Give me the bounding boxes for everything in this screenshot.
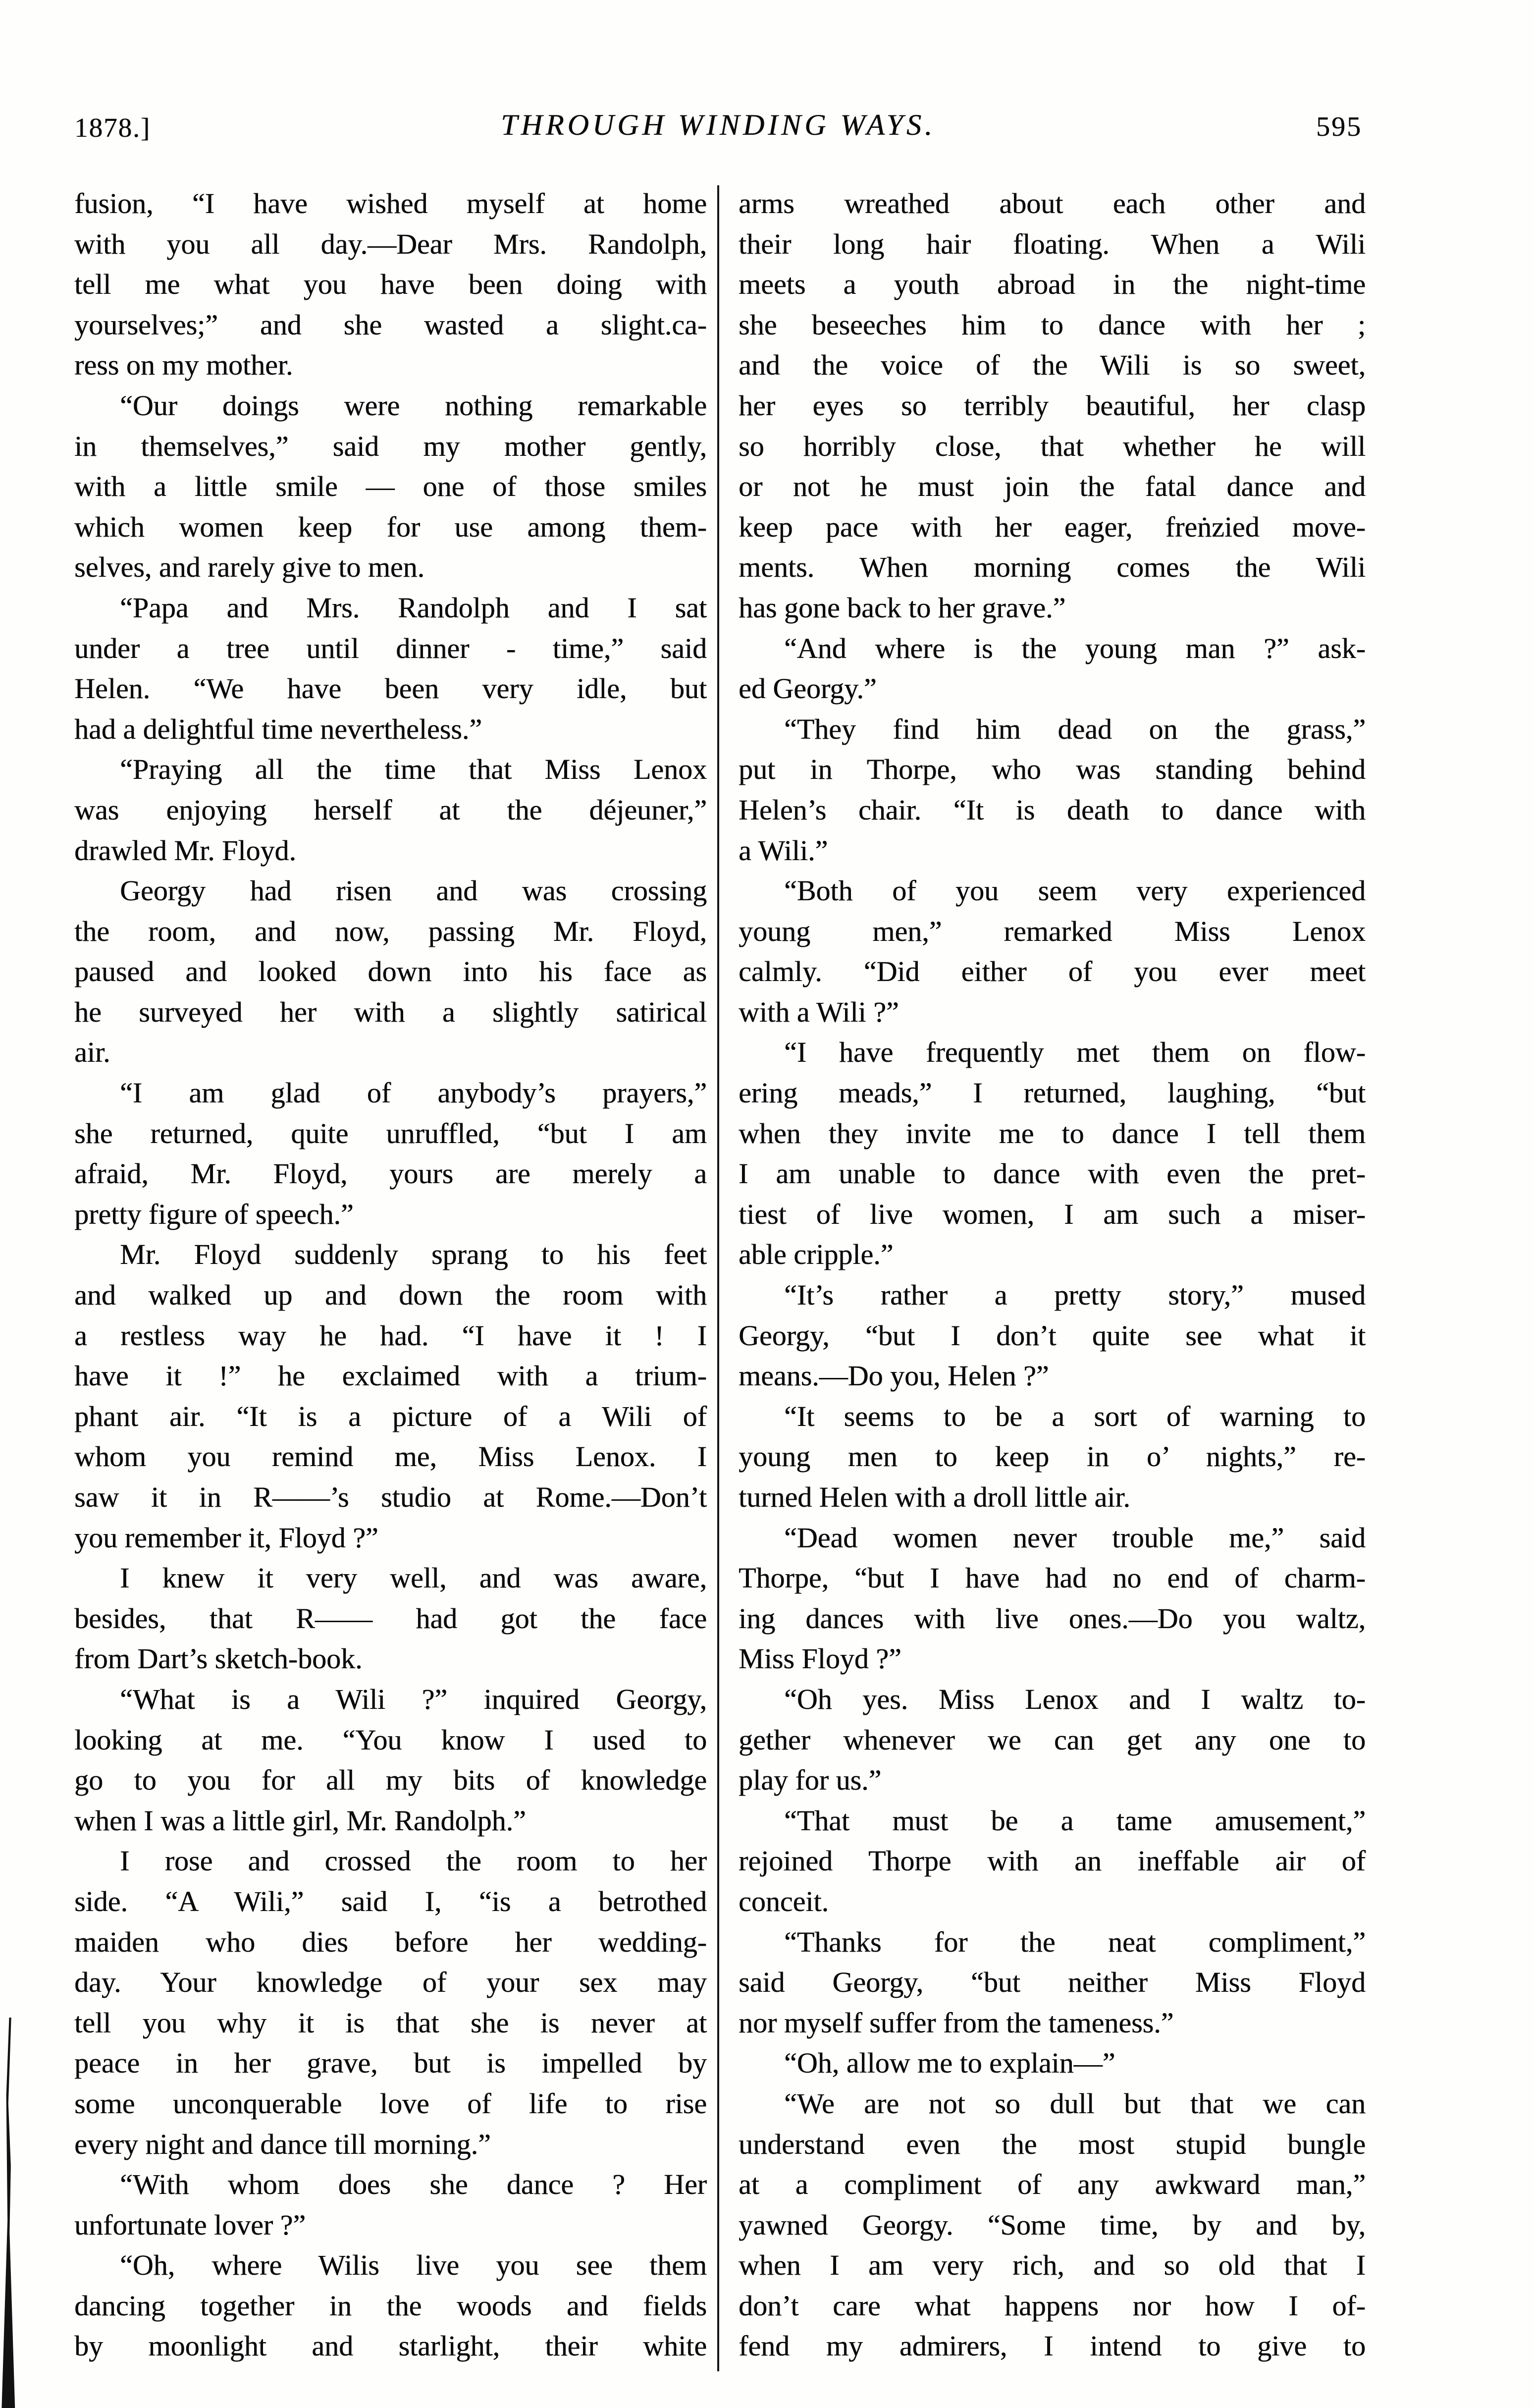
- text-line: she beseeches him to dance with her ;: [739, 308, 1366, 341]
- paragraph: [739, 709, 1366, 871]
- text-line: every night and dance till morning.”: [74, 2128, 491, 2160]
- paragraph: [74, 588, 707, 749]
- text-line: the room, and now, passing Mr. Floyd,: [74, 915, 707, 947]
- text-line: with a Wili ?”: [739, 995, 899, 1028]
- text-line: tell you why it is that she is never at: [74, 2006, 707, 2039]
- paragraph: [74, 385, 707, 588]
- paragraph: [739, 1922, 1366, 2043]
- paragraph: [739, 1518, 1366, 1679]
- text-line: at a compliment of any awkward man,”: [739, 2168, 1366, 2201]
- text-line: ering meads,” I returned, laughing, “but: [739, 1077, 1366, 1109]
- paragraph: [74, 2245, 707, 2366]
- text-line: I knew it very well, and was aware,: [120, 1562, 707, 1594]
- text-line: “Both of you seem very experienced: [784, 875, 1366, 907]
- text-line: “Oh, where Wilis live you see them: [120, 2249, 707, 2282]
- text-line: ments. When morning comes the Wili: [739, 551, 1366, 584]
- paragraph: [74, 1558, 707, 1679]
- text-line: with you all day.—Dear Mrs. Randolph,: [74, 227, 707, 260]
- text-line: she returned, quite unruffled, “but I am: [74, 1117, 707, 1149]
- text-line: have it !” he exclaimed with a trium-: [74, 1360, 707, 1392]
- paragraph: [74, 1234, 707, 1558]
- text-line: her eyes so terribly beautiful, her clasp: [739, 389, 1366, 422]
- text-line: peace in her grave, but is impelled by: [74, 2047, 707, 2080]
- paragraph: [739, 1032, 1366, 1275]
- text-line: yourselves;” and she wasted a slight.ca-: [74, 308, 707, 341]
- text-line: and the voice of the Wili is so sweet,: [739, 349, 1366, 382]
- text-line: a restless way he had. “I have it ! I: [74, 1319, 707, 1352]
- text-line: under a tree until dinner - time,” said: [74, 632, 707, 664]
- text-line: side. “A Wili,” said I, “is a betrothed: [74, 1885, 707, 1917]
- text-line: some unconquerable love of life to rise: [74, 2087, 707, 2120]
- text-line: their long hair floating. When a Wili: [739, 227, 1366, 260]
- text-line: meets a youth abroad in the night-time: [739, 268, 1366, 301]
- text-line: put in Thorpe, who was standing behind: [739, 753, 1366, 786]
- text-line: Helen’s chair. “It is death to dance with: [739, 793, 1366, 826]
- text-line: Thorpe, “but I have had no end of charm-: [739, 1562, 1366, 1594]
- text-line: yawned Georgy. “Some time, by and by,: [739, 2208, 1366, 2241]
- text-line: afraid, Mr. Floyd, yours are merely a: [74, 1157, 707, 1190]
- text-line: “We are not so dull but that we can: [784, 2087, 1366, 2120]
- text-line: you remember it, Floyd ?”: [74, 1521, 378, 1554]
- text-line: phant air. “It is a picture of a Wili of: [74, 1400, 707, 1432]
- text-line: tell me what you have been doing with: [74, 268, 707, 301]
- column-divider-rule: [717, 185, 719, 2371]
- text-line: “With whom does she dance ? Her: [120, 2168, 707, 2201]
- text-line: a Wili.”: [739, 834, 828, 867]
- text-line: had a delightful time nevertheless.”: [74, 712, 482, 745]
- text-line: “I am glad of anybody’s prayers,”: [120, 1077, 707, 1109]
- text-line: “And where is the young man ?” ask-: [784, 632, 1366, 664]
- text-line: which women keep for use among them-: [74, 510, 707, 543]
- text-line: “Dead women never trouble me,” said: [784, 1521, 1366, 1554]
- text-line: Georgy had risen and was crossing: [120, 875, 707, 907]
- text-line: I rose and crossed the room to her: [120, 1845, 707, 1877]
- text-line: means.—Do you, Helen ?”: [739, 1360, 1049, 1392]
- text-line: dancing together in the woods and fields: [74, 2289, 707, 2322]
- paragraph: [74, 2164, 707, 2245]
- text-line: in themselves,” said my mother gently,: [74, 430, 707, 462]
- text-line: whom you remind me, Miss Lenox. I: [74, 1440, 707, 1473]
- paragraph: [739, 1801, 1366, 1922]
- paragraph: [74, 1679, 707, 1841]
- text-line: keep pace with her eager, freṅzied move-: [739, 510, 1366, 543]
- text-line: paused and looked down into his face as: [74, 955, 707, 988]
- paragraph: [739, 871, 1366, 1032]
- text-line: ing dances with live ones.—Do you waltz,: [739, 1602, 1366, 1635]
- text-line: selves, and rarely give to men.: [74, 551, 425, 584]
- text-line: he surveyed her with a slightly satirical: [74, 995, 707, 1028]
- text-line: turned Helen with a droll little air.: [739, 1481, 1130, 1513]
- text-line: fend my admirers, I intend to give to: [739, 2330, 1366, 2362]
- text-line: maiden who dies before her wedding-: [74, 1925, 707, 1958]
- text-line: nor myself suffer from the tameness.”: [739, 2006, 1174, 2039]
- text-line: “I have frequently met them on flow-: [784, 1036, 1366, 1069]
- paragraph: [739, 1275, 1366, 1396]
- text-line: calmly. “Did either of you ever meet: [739, 955, 1366, 988]
- text-line: looking at me. “You know I used to: [74, 1723, 707, 1756]
- text-line: has gone back to her grave.”: [739, 591, 1066, 624]
- text-line: Mr. Floyd suddenly sprang to his feet: [120, 1238, 707, 1271]
- text-line: besides, that R—— had got the face: [74, 1602, 707, 1635]
- text-line: “It’s rather a pretty story,” mused: [784, 1279, 1366, 1312]
- text-line: tiest of live women, I am such a miser-: [739, 1198, 1366, 1230]
- text-column-left: [74, 183, 707, 2366]
- text-line: arms wreathed about each other and: [739, 187, 1366, 219]
- text-line: was enjoying herself at the déjeuner,”: [74, 793, 707, 826]
- text-line: Miss Floyd ?”: [739, 1642, 901, 1675]
- paragraph: [74, 749, 707, 871]
- paragraph: [739, 1679, 1366, 1801]
- text-line: “It seems to be a sort of warning to: [784, 1400, 1366, 1432]
- text-line: gether whenever we can get any one to: [739, 1723, 1366, 1756]
- paragraph: [739, 2083, 1366, 2366]
- text-line: when I am very rich, and so old that I: [739, 2249, 1366, 2282]
- paragraph: [74, 1841, 707, 2164]
- text-line: “Thanks for the neat compliment,”: [784, 1925, 1366, 1958]
- text-line: ed Georgy.”: [739, 672, 877, 705]
- paragraph: [74, 183, 707, 385]
- text-line: unfortunate lover ?”: [74, 2208, 306, 2241]
- text-line: so horribly close, that whether he will: [739, 430, 1366, 462]
- text-line: said Georgy, “but neither Miss Floyd: [739, 1966, 1366, 1999]
- text-line: “That must be a tame amusement,”: [784, 1804, 1366, 1837]
- edition-year: 1878.]: [74, 112, 151, 143]
- text-line: don’t care what happens nor how I of-: [739, 2289, 1366, 2322]
- text-line: with a little smile — one of those smiles: [74, 470, 707, 503]
- text-line: “Our doings were nothing remarkable: [120, 389, 707, 422]
- text-line: “What is a Wili ?” inquired Georgy,: [120, 1683, 707, 1715]
- paragraph: [739, 2043, 1366, 2083]
- text-line: saw it in R——’s studio at Rome.—Don’t: [74, 1481, 707, 1513]
- text-line: or not he must join the fatal dance and: [739, 470, 1366, 503]
- running-head: [74, 108, 1362, 153]
- text-line: “Papa and Mrs. Randolph and I sat: [120, 591, 707, 624]
- text-line: Helen. “We have been very idle, but: [74, 672, 707, 705]
- text-line: and walked up and down the room with: [74, 1279, 707, 1312]
- text-line: day. Your knowledge of your sex may: [74, 1966, 707, 1999]
- paragraph: [74, 1073, 707, 1234]
- text-line: “Oh, allow me to explain—”: [784, 2047, 1115, 2080]
- text-line: I am unable to dance with even the pret-: [739, 1157, 1366, 1190]
- text-line: understand even the most stupid bungle: [739, 2128, 1366, 2160]
- text-line: ress on my mother.: [74, 349, 293, 382]
- text-line: Georgy, “but I don’t quite see what it: [739, 1319, 1366, 1352]
- text-line: by moonlight and starlight, their white: [74, 2330, 707, 2362]
- text-line: play for us.”: [739, 1764, 882, 1797]
- paragraph: [74, 871, 707, 1073]
- text-line: young men,” remarked Miss Lenox: [739, 915, 1366, 947]
- text-line: pretty figure of speech.”: [74, 1198, 354, 1230]
- paragraph: [739, 183, 1366, 628]
- text-line: drawled Mr. Floyd.: [74, 834, 296, 867]
- text-line: rejoined Thorpe with an ineffable air of: [739, 1845, 1366, 1877]
- text-line: when I was a little girl, Mr. Randolph.”: [74, 1804, 526, 1837]
- text-line: air.: [74, 1036, 110, 1069]
- text-line: go to you for all my bits of knowledge: [74, 1764, 707, 1797]
- text-line: able cripple.”: [739, 1238, 894, 1271]
- text-line: conceit.: [739, 1885, 829, 1917]
- text-line: fusion, “I have wished myself at home: [74, 187, 707, 219]
- text-line: when they invite me to dance I tell them: [739, 1117, 1366, 1149]
- text-line: “Oh yes. Miss Lenox and I waltz to-: [784, 1683, 1366, 1715]
- text-line: young men to keep in o’ nights,” re-: [739, 1440, 1366, 1473]
- text-line: “They find him dead on the grass,”: [784, 712, 1366, 745]
- page-number: 595: [1316, 111, 1362, 142]
- text-column-right: [739, 183, 1366, 2366]
- text-line: “Praying all the time that Miss Lenox: [120, 753, 707, 786]
- page-title: THROUGH WINDING WAYS.: [501, 109, 936, 141]
- scan-artifact: [0, 2018, 21, 2408]
- text-line: from Dart’s sketch-book.: [74, 1642, 363, 1675]
- paragraph: [739, 628, 1366, 709]
- paragraph: [739, 1396, 1366, 1518]
